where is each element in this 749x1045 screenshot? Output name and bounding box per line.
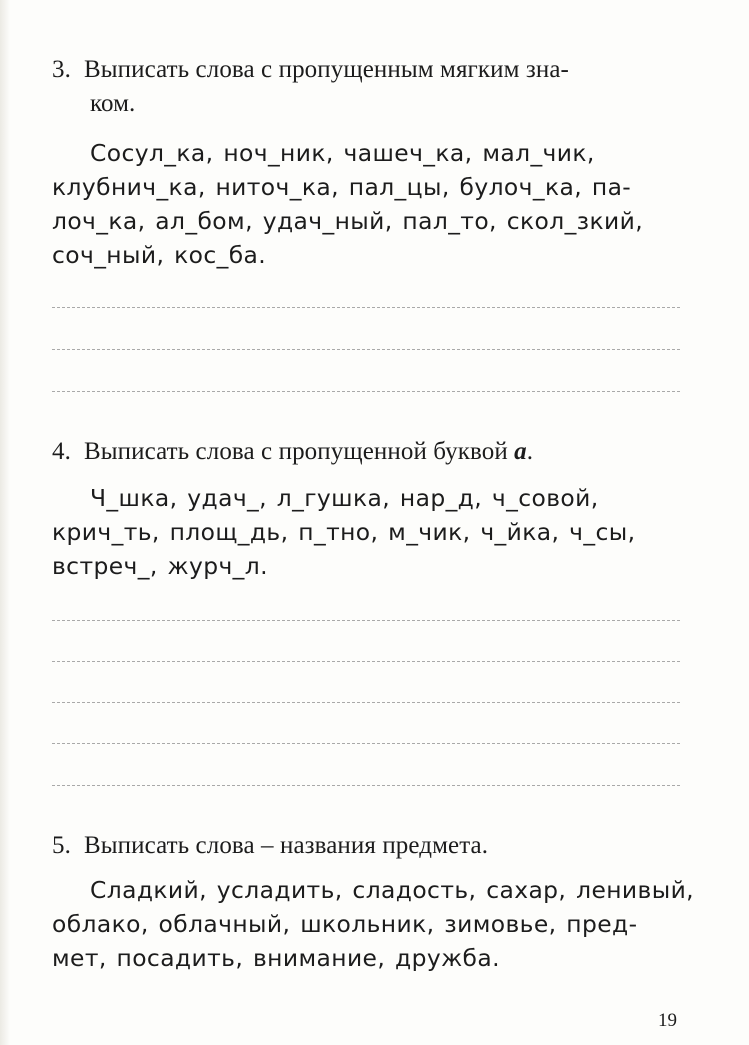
task-3-line-1: Сосул_ка, ноч_ник, чашеч_ка, мал_чик, (90, 139, 595, 167)
task-5-number: 5. (52, 832, 71, 859)
task-4-heading (52, 435, 692, 469)
task-5-line-1: Сладкий, усладить, сладость, сахар, ленивый, (90, 876, 695, 904)
task-5-heading (52, 829, 692, 863)
task-3-line-3: лоч_ка, ал_бом, удач_ный, пал_то, скол_зкий, (52, 207, 644, 235)
task-5-word-list (52, 873, 695, 975)
task-3-heading-line-1: Выписать слова с пропущенным мягким зна- (84, 56, 569, 83)
page-spine-shadow (0, 0, 10, 1045)
task-5-heading-text: Выписать слова – названия предмета. (84, 832, 489, 859)
task-4-answer-line-3[interactable] (52, 702, 680, 703)
task-5-line-3: мет, посадить, внимание, дружба. (52, 944, 500, 972)
task-4-line-3: встреч_, журч_л. (52, 552, 268, 580)
task-4-heading-text: Выписать слова с пропущенной буквой (84, 438, 515, 465)
task-3-answer-line-1[interactable] (52, 307, 680, 308)
task-4-answer-line-2[interactable] (52, 661, 680, 662)
task-3-line-2: клубнич_ка, ниточ_ка, пал_цы, булоч_ка, па- (52, 173, 632, 201)
task-4-word-list (52, 481, 692, 583)
task-4-heading-letter: а (514, 438, 527, 465)
task-4-answer-line-4[interactable] (52, 743, 680, 744)
task-4-line-1: Ч_шка, удач_, л_гушка, нар_д, ч_совой, (90, 484, 599, 512)
task-3-number: 3. (52, 56, 71, 83)
task-4-answer-line-5[interactable] (52, 785, 680, 786)
task-4-number: 4. (52, 438, 71, 465)
task-3-word-list (52, 136, 692, 272)
task-3-line-4: соч_ный, кос_ба. (52, 241, 267, 269)
task-4-heading-end: . (526, 438, 534, 465)
task-3-heading-line-2: ком. (90, 90, 136, 117)
task-4-answer-line-1[interactable] (52, 620, 680, 621)
task-3-answer-line-3[interactable] (52, 391, 680, 392)
task-3-answer-line-2[interactable] (52, 349, 680, 350)
task-5-line-2: облако, облачный, школьник, зимовье, пред- (52, 910, 638, 938)
page-number: 19 (658, 1010, 677, 1031)
task-4-line-2: крич_ть, площ_дь, п_тно, м_чик, ч_йка, ч_сы, (52, 518, 636, 546)
task-3-heading (52, 53, 692, 121)
